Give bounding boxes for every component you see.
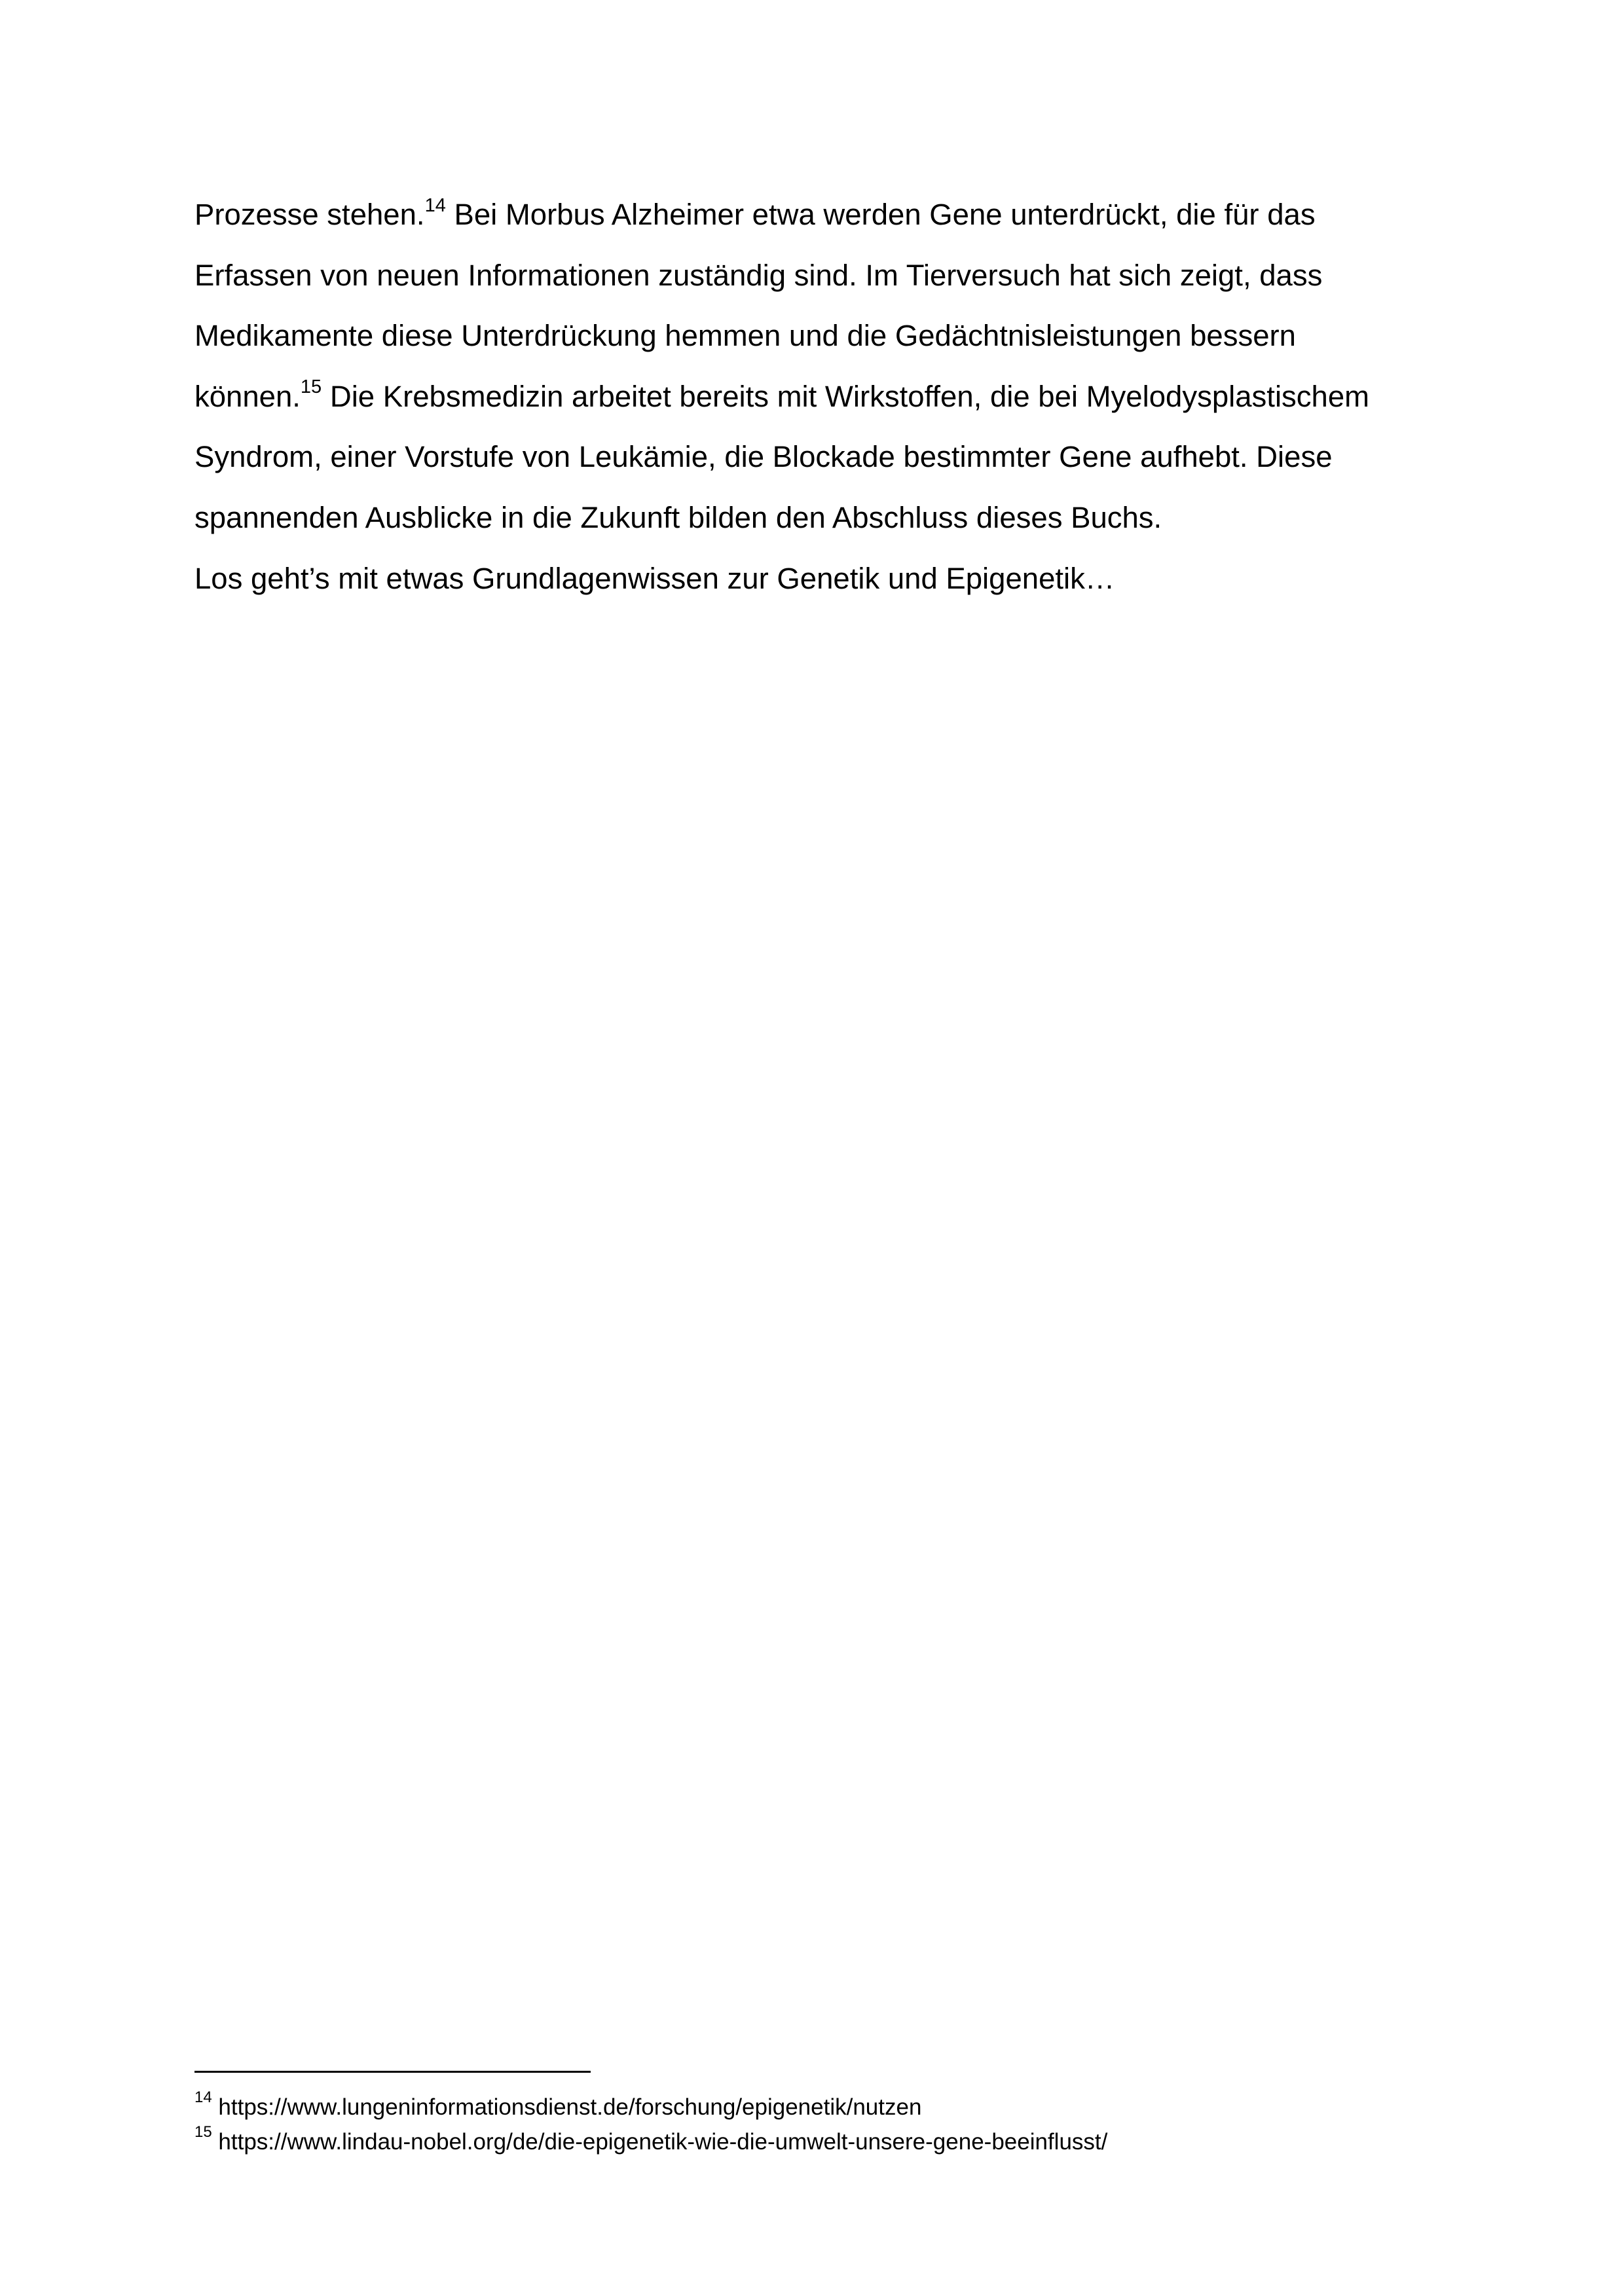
body-line-2: Erfassen von neuen Informationen zuständig sind. Im Tierversuch hat sich zeigt, dass <box>194 258 1323 292</box>
footnote-link[interactable]: https://www.lindau-nobel.org/de/die-epigenetik-wie-die-umwelt-unsere-gene-beeinflusst/ <box>212 2129 1108 2155</box>
footnote-number: 15 <box>194 2123 212 2141</box>
footnotes <box>194 2090 1439 2159</box>
body-line-3: Medikamente diese Unterdrückung hemmen und die Gedächtnisleistungen bessern <box>194 319 1296 353</box>
body-line-1: Prozesse stehen.$^{14}$ Bei Morbus Alzheimer etwa werden Gene unterdrückt, die für das <box>194 194 1316 231</box>
footnote-ref-15[interactable]: 15 <box>300 376 322 398</box>
footnote-link[interactable]: https://www.lungeninformationsdienst.de/forschung/epigenetik/nutzen <box>212 2094 922 2120</box>
body-line-6: spannenden Ausblicke in die Zukunft bilden den Abschluss dieses Buchs. <box>194 500 1162 534</box>
footnote-number: 14 <box>194 2088 212 2107</box>
footnote-separator <box>194 2071 591 2073</box>
body-paragraph <box>194 185 1439 609</box>
footnote-ref-14[interactable]: 14 <box>424 194 446 216</box>
body-line-7: Los geht’s mit etwas Grundlagenwissen zur Genetik und Epigenetik… <box>194 561 1115 595</box>
body-line-4: können.$^{15}$ Die Krebsmedizin arbeitet bereits mit Wirkstoffen, die bei Myelodysplastischem <box>194 376 1370 413</box>
footnote-15 <box>194 2124 1439 2159</box>
footnote-14 <box>194 2090 1439 2124</box>
body-line-5: Syndrom, einer Vorstufe von Leukämie, die Blockade bestimmter Gene aufhebt. Diese <box>194 440 1333 474</box>
